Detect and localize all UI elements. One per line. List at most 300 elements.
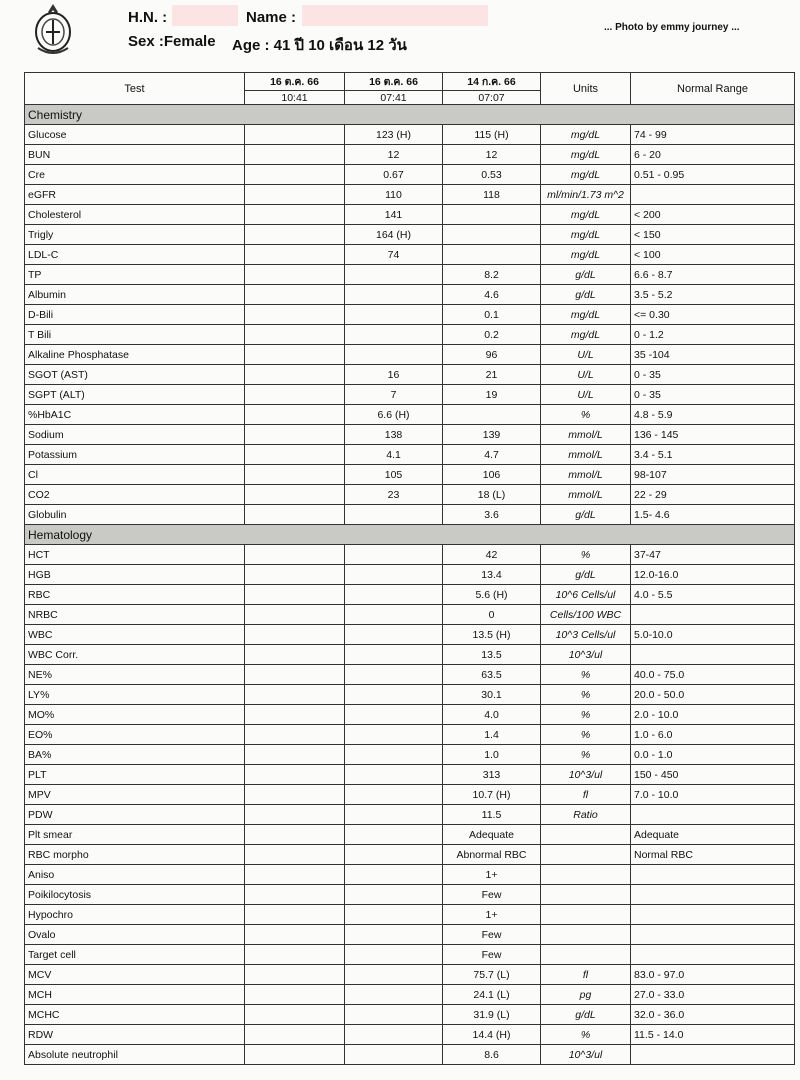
result-date-3: 118 <box>443 185 541 205</box>
test-name: Aniso <box>25 865 245 885</box>
result-date-1 <box>245 905 345 925</box>
result-date-3: 42 <box>443 545 541 565</box>
result-date-3: 13.5 (H) <box>443 625 541 645</box>
result-date-2 <box>345 505 443 525</box>
unit: % <box>541 665 631 685</box>
normal-range: Normal RBC <box>631 845 795 865</box>
photo-credit: ... Photo by emmy journey ... <box>604 22 740 33</box>
unit: mg/dL <box>541 325 631 345</box>
result-date-1 <box>245 725 345 745</box>
result-date-2 <box>345 665 443 685</box>
normal-range <box>631 1045 795 1065</box>
normal-range: < 150 <box>631 225 795 245</box>
name-label: Name : <box>246 9 297 26</box>
unit: mg/dL <box>541 125 631 145</box>
result-date-3: 4.6 <box>443 285 541 305</box>
normal-range: 3.5 - 5.2 <box>631 285 795 305</box>
result-date-2 <box>345 765 443 785</box>
result-date-2 <box>345 785 443 805</box>
result-date-3: 75.7 (L) <box>443 965 541 985</box>
table-row <box>25 425 795 445</box>
normal-range: 4.8 - 5.9 <box>631 405 795 425</box>
result-date-1 <box>245 585 345 605</box>
unit: 10^3/ul <box>541 645 631 665</box>
result-date-1 <box>245 625 345 645</box>
header-time-1: 10:41 <box>245 91 345 105</box>
normal-range <box>631 885 795 905</box>
normal-range: 6 - 20 <box>631 145 795 165</box>
header-date-1: 16 ต.ค. 66 <box>245 73 345 91</box>
result-date-3: 139 <box>443 425 541 445</box>
test-name: PDW <box>25 805 245 825</box>
result-date-2 <box>345 565 443 585</box>
normal-range: 136 - 145 <box>631 425 795 445</box>
table-row <box>25 125 795 145</box>
table-row <box>25 185 795 205</box>
result-date-2: 110 <box>345 185 443 205</box>
test-name: Ovalo <box>25 925 245 945</box>
result-date-1 <box>245 925 345 945</box>
test-name: Cre <box>25 165 245 185</box>
result-date-2 <box>345 685 443 705</box>
header-normal-range: Normal Range <box>631 73 795 105</box>
unit: 10^3 Cells/ul <box>541 625 631 645</box>
section-title: Chemistry <box>25 105 795 125</box>
table-row <box>25 985 795 1005</box>
result-date-3 <box>443 405 541 425</box>
result-date-2 <box>345 825 443 845</box>
test-name: HCT <box>25 545 245 565</box>
result-date-1 <box>245 545 345 565</box>
unit: % <box>541 545 631 565</box>
table-row <box>25 585 795 605</box>
result-date-1 <box>245 1025 345 1045</box>
unit: g/dL <box>541 505 631 525</box>
result-date-2 <box>345 605 443 625</box>
test-name: TP <box>25 265 245 285</box>
unit: % <box>541 745 631 765</box>
result-date-3: 11.5 <box>443 805 541 825</box>
unit: mg/dL <box>541 245 631 265</box>
unit <box>541 925 631 945</box>
result-date-3: 10.7 (H) <box>443 785 541 805</box>
header-date-2: 16 ต.ค. 66 <box>345 73 443 91</box>
result-date-2: 141 <box>345 205 443 225</box>
unit: 10^3/ul <box>541 765 631 785</box>
result-date-3: 31.9 (L) <box>443 1005 541 1025</box>
result-date-1 <box>245 705 345 725</box>
header-units: Units <box>541 73 631 105</box>
normal-range: 4.0 - 5.5 <box>631 585 795 605</box>
table-row <box>25 885 795 905</box>
result-date-3: 96 <box>443 345 541 365</box>
test-name: %HbA1C <box>25 405 245 425</box>
result-date-3: 3.6 <box>443 505 541 525</box>
table-row <box>25 865 795 885</box>
unit: mg/dL <box>541 205 631 225</box>
result-date-2 <box>345 985 443 1005</box>
test-name: Trigly <box>25 225 245 245</box>
normal-range <box>631 805 795 825</box>
result-date-1 <box>245 645 345 665</box>
result-date-3: 0.53 <box>443 165 541 185</box>
result-date-3: 0.2 <box>443 325 541 345</box>
result-date-3: Few <box>443 925 541 945</box>
result-date-2 <box>345 585 443 605</box>
table-row <box>25 945 795 965</box>
table-row <box>25 905 795 925</box>
normal-range: <= 0.30 <box>631 305 795 325</box>
result-date-2 <box>345 705 443 725</box>
result-date-1 <box>245 145 345 165</box>
table-row <box>25 1005 795 1025</box>
table-row <box>25 785 795 805</box>
result-date-2: 12 <box>345 145 443 165</box>
result-date-2: 74 <box>345 245 443 265</box>
result-date-3: 8.6 <box>443 1045 541 1065</box>
table-row <box>25 225 795 245</box>
result-date-3: 4.0 <box>443 705 541 725</box>
result-date-2 <box>345 945 443 965</box>
result-date-1 <box>245 965 345 985</box>
test-name: Glucose <box>25 125 245 145</box>
table-row <box>25 765 795 785</box>
result-date-3 <box>443 225 541 245</box>
result-date-3: 1.4 <box>443 725 541 745</box>
test-name: Alkaline Phosphatase <box>25 345 245 365</box>
result-date-1 <box>245 365 345 385</box>
table-row <box>25 385 795 405</box>
result-date-1 <box>245 285 345 305</box>
result-date-3: 106 <box>443 465 541 485</box>
result-date-2 <box>345 1045 443 1065</box>
normal-range: 7.0 - 10.0 <box>631 785 795 805</box>
table-row <box>25 725 795 745</box>
result-date-3: 115 (H) <box>443 125 541 145</box>
result-date-2: 123 (H) <box>345 125 443 145</box>
result-date-1 <box>245 185 345 205</box>
test-name: RDW <box>25 1025 245 1045</box>
report-header <box>0 0 800 70</box>
result-date-3: 1+ <box>443 865 541 885</box>
result-date-1 <box>245 885 345 905</box>
result-date-1 <box>245 165 345 185</box>
result-date-3: 1+ <box>443 905 541 925</box>
name-redacted <box>302 5 488 26</box>
test-name: CO2 <box>25 485 245 505</box>
unit: U/L <box>541 385 631 405</box>
unit: g/dL <box>541 265 631 285</box>
result-date-2: 164 (H) <box>345 225 443 245</box>
unit: mg/dL <box>541 225 631 245</box>
lab-table-body <box>25 105 795 1065</box>
unit: % <box>541 405 631 425</box>
normal-range <box>631 905 795 925</box>
unit: mmol/L <box>541 445 631 465</box>
normal-range: 20.0 - 50.0 <box>631 685 795 705</box>
normal-range: 2.0 - 10.0 <box>631 705 795 725</box>
result-date-1 <box>245 445 345 465</box>
test-name: Poikilocytosis <box>25 885 245 905</box>
normal-range: 74 - 99 <box>631 125 795 145</box>
result-date-1 <box>245 945 345 965</box>
table-row <box>25 365 795 385</box>
result-date-1 <box>245 985 345 1005</box>
table-row <box>25 705 795 725</box>
result-date-1 <box>245 1045 345 1065</box>
normal-range: 83.0 - 97.0 <box>631 965 795 985</box>
normal-range <box>631 865 795 885</box>
unit: Cells/100 WBC <box>541 605 631 625</box>
unit: g/dL <box>541 1005 631 1025</box>
unit <box>541 845 631 865</box>
result-date-2 <box>345 965 443 985</box>
table-row <box>25 405 795 425</box>
result-date-2 <box>345 265 443 285</box>
result-date-3: 14.4 (H) <box>443 1025 541 1045</box>
header-test: Test <box>25 73 245 105</box>
table-row <box>25 325 795 345</box>
unit: % <box>541 1025 631 1045</box>
unit <box>541 825 631 845</box>
test-name: LY% <box>25 685 245 705</box>
result-date-1 <box>245 205 345 225</box>
unit: pg <box>541 985 631 1005</box>
unit: mmol/L <box>541 485 631 505</box>
table-row <box>25 265 795 285</box>
normal-range: 11.5 - 14.0 <box>631 1025 795 1045</box>
table-row <box>25 805 795 825</box>
result-date-2: 23 <box>345 485 443 505</box>
result-date-2 <box>345 285 443 305</box>
table-row <box>25 825 795 845</box>
test-name: Potassium <box>25 445 245 465</box>
result-date-1 <box>245 565 345 585</box>
normal-range: < 100 <box>631 245 795 265</box>
normal-range: 3.4 - 5.1 <box>631 445 795 465</box>
unit: mg/dL <box>541 305 631 325</box>
normal-range: 37-47 <box>631 545 795 565</box>
result-date-2 <box>345 1025 443 1045</box>
table-row <box>25 205 795 225</box>
result-date-2 <box>345 885 443 905</box>
test-name: Albumin <box>25 285 245 305</box>
table-row <box>25 1025 795 1045</box>
table-row <box>25 965 795 985</box>
result-date-3: Abnormal RBC <box>443 845 541 865</box>
table-row <box>25 305 795 325</box>
result-date-1 <box>245 825 345 845</box>
table-row <box>25 645 795 665</box>
section-title: Hematology <box>25 525 795 545</box>
normal-range: 150 - 450 <box>631 765 795 785</box>
test-name: BA% <box>25 745 245 765</box>
test-name: Plt smear <box>25 825 245 845</box>
result-date-2: 105 <box>345 465 443 485</box>
unit: 10^6 Cells/ul <box>541 585 631 605</box>
result-date-2 <box>345 865 443 885</box>
unit: 10^3/ul <box>541 1045 631 1065</box>
table-row <box>25 445 795 465</box>
patient-sex: Sex :Female <box>128 33 216 50</box>
result-date-3: 18 (L) <box>443 485 541 505</box>
normal-range <box>631 185 795 205</box>
result-date-1 <box>245 245 345 265</box>
result-date-2 <box>345 745 443 765</box>
table-row <box>25 165 795 185</box>
result-date-1 <box>245 265 345 285</box>
table-row <box>25 565 795 585</box>
test-name: Cl <box>25 465 245 485</box>
unit: Ratio <box>541 805 631 825</box>
unit: mmol/L <box>541 425 631 445</box>
result-date-2: 138 <box>345 425 443 445</box>
result-date-2 <box>345 325 443 345</box>
result-date-1 <box>245 385 345 405</box>
test-name: EO% <box>25 725 245 745</box>
unit <box>541 905 631 925</box>
test-name: Hypochro <box>25 905 245 925</box>
result-date-1 <box>245 485 345 505</box>
table-row <box>25 145 795 165</box>
test-name: HGB <box>25 565 245 585</box>
result-date-3: 5.6 (H) <box>443 585 541 605</box>
result-date-2 <box>345 805 443 825</box>
result-date-2: 4.1 <box>345 445 443 465</box>
result-date-1 <box>245 325 345 345</box>
hn-label: H.N. : <box>128 9 168 26</box>
result-date-1 <box>245 505 345 525</box>
result-date-3: 63.5 <box>443 665 541 685</box>
table-row <box>25 245 795 265</box>
test-name: Absolute neutrophil <box>25 1045 245 1065</box>
unit: mg/dL <box>541 165 631 185</box>
normal-range: 98-107 <box>631 465 795 485</box>
table-row <box>25 345 795 365</box>
test-name: MO% <box>25 705 245 725</box>
result-date-1 <box>245 425 345 445</box>
normal-range: 27.0 - 33.0 <box>631 985 795 1005</box>
table-row <box>25 665 795 685</box>
result-date-2 <box>345 845 443 865</box>
normal-range: 40.0 - 75.0 <box>631 665 795 685</box>
normal-range: 1.5- 4.6 <box>631 505 795 525</box>
result-date-2 <box>345 905 443 925</box>
result-date-2 <box>345 345 443 365</box>
test-name: WBC Corr. <box>25 645 245 665</box>
normal-range: 6.6 - 8.7 <box>631 265 795 285</box>
test-name: RBC <box>25 585 245 605</box>
result-date-1 <box>245 125 345 145</box>
unit: g/dL <box>541 565 631 585</box>
table-row <box>25 745 795 765</box>
result-date-1 <box>245 305 345 325</box>
result-date-1 <box>245 865 345 885</box>
table-row <box>25 685 795 705</box>
result-date-1 <box>245 765 345 785</box>
result-date-1 <box>245 345 345 365</box>
normal-range: Adequate <box>631 825 795 845</box>
test-name: MCV <box>25 965 245 985</box>
patient-age: Age : 41 ปี 10 เดือน 12 วัน <box>232 37 407 54</box>
table-row <box>25 505 795 525</box>
normal-range <box>631 925 795 945</box>
test-name: Cholesterol <box>25 205 245 225</box>
test-name: D-Bili <box>25 305 245 325</box>
unit <box>541 945 631 965</box>
header-time-3: 07:07 <box>443 91 541 105</box>
test-name: MCH <box>25 985 245 1005</box>
result-date-2 <box>345 925 443 945</box>
normal-range: 22 - 29 <box>631 485 795 505</box>
result-date-2 <box>345 645 443 665</box>
table-row <box>25 545 795 565</box>
unit: g/dL <box>541 285 631 305</box>
unit: U/L <box>541 365 631 385</box>
test-name: SGPT (ALT) <box>25 385 245 405</box>
header-time-2: 07:41 <box>345 91 443 105</box>
normal-range <box>631 645 795 665</box>
result-date-3: Few <box>443 945 541 965</box>
result-date-3: Adequate <box>443 825 541 845</box>
test-name: BUN <box>25 145 245 165</box>
test-name: LDL-C <box>25 245 245 265</box>
section-header <box>25 105 795 125</box>
normal-range: 0.51 - 0.95 <box>631 165 795 185</box>
table-row <box>25 465 795 485</box>
normal-range: 5.0-10.0 <box>631 625 795 645</box>
result-date-3 <box>443 205 541 225</box>
lab-results-table <box>24 72 795 1065</box>
test-name: T Bili <box>25 325 245 345</box>
header-date-3: 14 ก.ค. 66 <box>443 73 541 91</box>
test-name: eGFR <box>25 185 245 205</box>
result-date-1 <box>245 465 345 485</box>
table-row <box>25 845 795 865</box>
result-date-1 <box>245 845 345 865</box>
table-row <box>25 625 795 645</box>
result-date-3: Few <box>443 885 541 905</box>
result-date-2 <box>345 1005 443 1025</box>
result-date-3: 8.2 <box>443 265 541 285</box>
normal-range <box>631 605 795 625</box>
result-date-3: 1.0 <box>443 745 541 765</box>
test-name: Target cell <box>25 945 245 965</box>
result-date-1 <box>245 805 345 825</box>
unit: mmol/L <box>541 465 631 485</box>
test-name: PLT <box>25 765 245 785</box>
normal-range: 32.0 - 36.0 <box>631 1005 795 1025</box>
section-header <box>25 525 795 545</box>
result-date-3: 13.5 <box>443 645 541 665</box>
normal-range: 1.0 - 6.0 <box>631 725 795 745</box>
hn-redacted <box>172 5 238 26</box>
normal-range: 0.0 - 1.0 <box>631 745 795 765</box>
result-date-2: 7 <box>345 385 443 405</box>
result-date-1 <box>245 745 345 765</box>
test-name: Sodium <box>25 425 245 445</box>
hospital-crest-logo <box>30 2 76 58</box>
unit: ml/min/1.73 m^2 <box>541 185 631 205</box>
normal-range: < 200 <box>631 205 795 225</box>
result-date-1 <box>245 405 345 425</box>
unit: fl <box>541 785 631 805</box>
unit <box>541 865 631 885</box>
test-name: WBC <box>25 625 245 645</box>
test-name: Globulin <box>25 505 245 525</box>
normal-range: 12.0-16.0 <box>631 565 795 585</box>
unit: % <box>541 725 631 745</box>
